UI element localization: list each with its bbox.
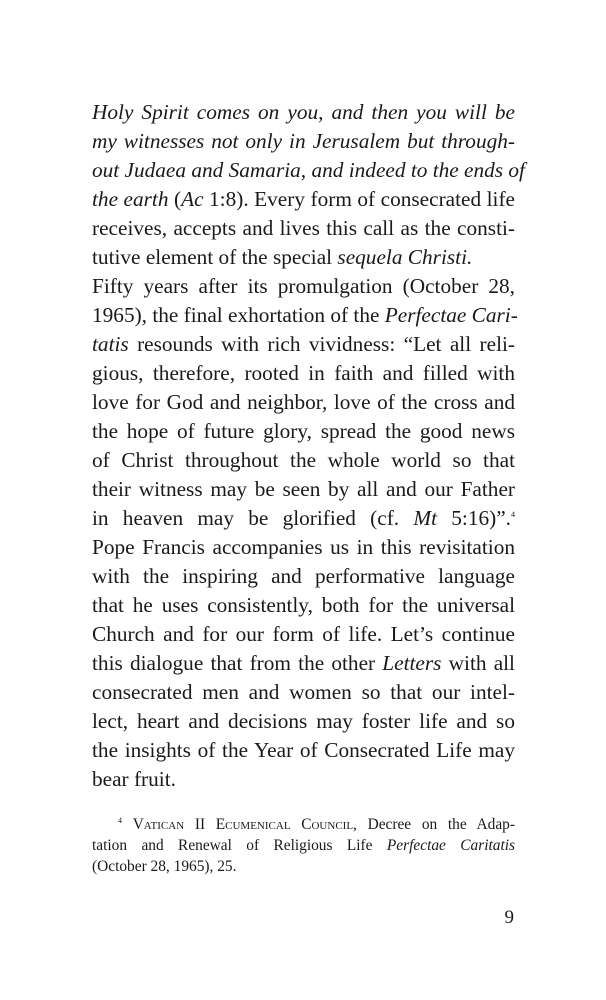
text-run: the hope of future glory, spread the good news [92, 419, 515, 443]
body-line [92, 359, 515, 388]
page-number: 9 [504, 907, 514, 928]
small-caps-text: Vatican II Ecumenical Council [132, 816, 354, 833]
text-run: tutive element of the special [92, 245, 338, 269]
body-line [92, 707, 515, 736]
body-line [92, 533, 515, 562]
italic-text: Perfectae Caritatis [386, 837, 515, 854]
footnote-line [92, 856, 515, 877]
body-line [92, 127, 515, 156]
text-run: in heaven may be glorified (cf. [92, 506, 414, 530]
footnote-marker: 4 [511, 509, 515, 519]
footnote-marker: 4 [118, 815, 122, 825]
text-run: with the inspiring and performative language [92, 564, 515, 588]
body-line [92, 736, 515, 765]
text-run: the insights of the Year of Consecrated Life may [92, 738, 515, 762]
text-run: Church and for our form of life. Let’s continue [92, 622, 515, 646]
body-line [92, 649, 515, 678]
body-line [92, 243, 515, 272]
text-run: of Christ throughout the whole world so that [92, 448, 515, 472]
body-line [92, 185, 515, 214]
text-run: 1:8). Every form of consecrated life [203, 187, 515, 211]
text-run: with all [441, 651, 515, 675]
body-line [92, 417, 515, 446]
body-line [92, 330, 515, 359]
text-run: lect, heart and decisions may foster life and so [92, 709, 515, 733]
text-run: receives, accepts and lives this call as the consti- [92, 216, 515, 240]
text-run: Fifty years after its promulgation (October 28, [92, 274, 515, 298]
body-line [92, 98, 515, 127]
italic-text: out Judaea and Samaria, and indeed to the ends of [92, 158, 525, 182]
body-line [92, 301, 518, 330]
italic-text: Letters [382, 651, 442, 675]
body-line [92, 504, 515, 533]
footnote-line [92, 814, 515, 835]
text-run: 1965), the final exhortation of the [92, 303, 385, 327]
body-line [92, 591, 515, 620]
italic-text: Perfectae Cari- [384, 303, 518, 327]
text-run: , Decree on the Adap- [353, 816, 515, 833]
text-run: (October 28, 1965), 25. [92, 858, 237, 875]
italic-text: sequela Christi. [337, 245, 473, 269]
body-line [92, 562, 515, 591]
italic-text: my witnesses not only in Jerusalem but through- [92, 129, 515, 153]
italic-text: Mt [413, 506, 438, 530]
italic-text: Holy Spirit comes on you, and then you will be [92, 100, 515, 124]
text-run: their witness may be seen by all and our Father [92, 477, 515, 501]
text-run: this dialogue that from the other [92, 651, 383, 675]
italic-text: Ac [181, 187, 204, 211]
text-run: consecrated men and women so that our intel- [92, 680, 515, 704]
text-run: love for God and neighbor, love of the cross and [92, 390, 515, 414]
body-line [92, 214, 515, 243]
text-run: Pope Francis accompanies us in this revisitation [92, 535, 515, 559]
text-run: that he uses consistently, both for the universal [92, 593, 515, 617]
body-line [92, 620, 515, 649]
body-line [92, 475, 515, 504]
text-run: bear fruit. [92, 767, 176, 791]
text-run: ( [168, 187, 182, 211]
italic-text: tatis [92, 332, 129, 356]
body-line [92, 156, 525, 185]
footnote-line [92, 835, 515, 856]
text-run: 5:16)”. [437, 506, 511, 530]
text-run [122, 816, 133, 833]
text-run: tation and Renewal of Religious Life [92, 837, 387, 854]
body-line [92, 272, 515, 301]
body-line [92, 765, 515, 794]
body-line [92, 678, 515, 707]
body-line [92, 388, 515, 417]
text-run: gious, therefore, rooted in faith and filled with [92, 361, 515, 385]
italic-text: the earth [92, 187, 169, 211]
body-line [92, 446, 515, 475]
text-run: resounds with rich vividness: “Let all reli- [128, 332, 515, 356]
